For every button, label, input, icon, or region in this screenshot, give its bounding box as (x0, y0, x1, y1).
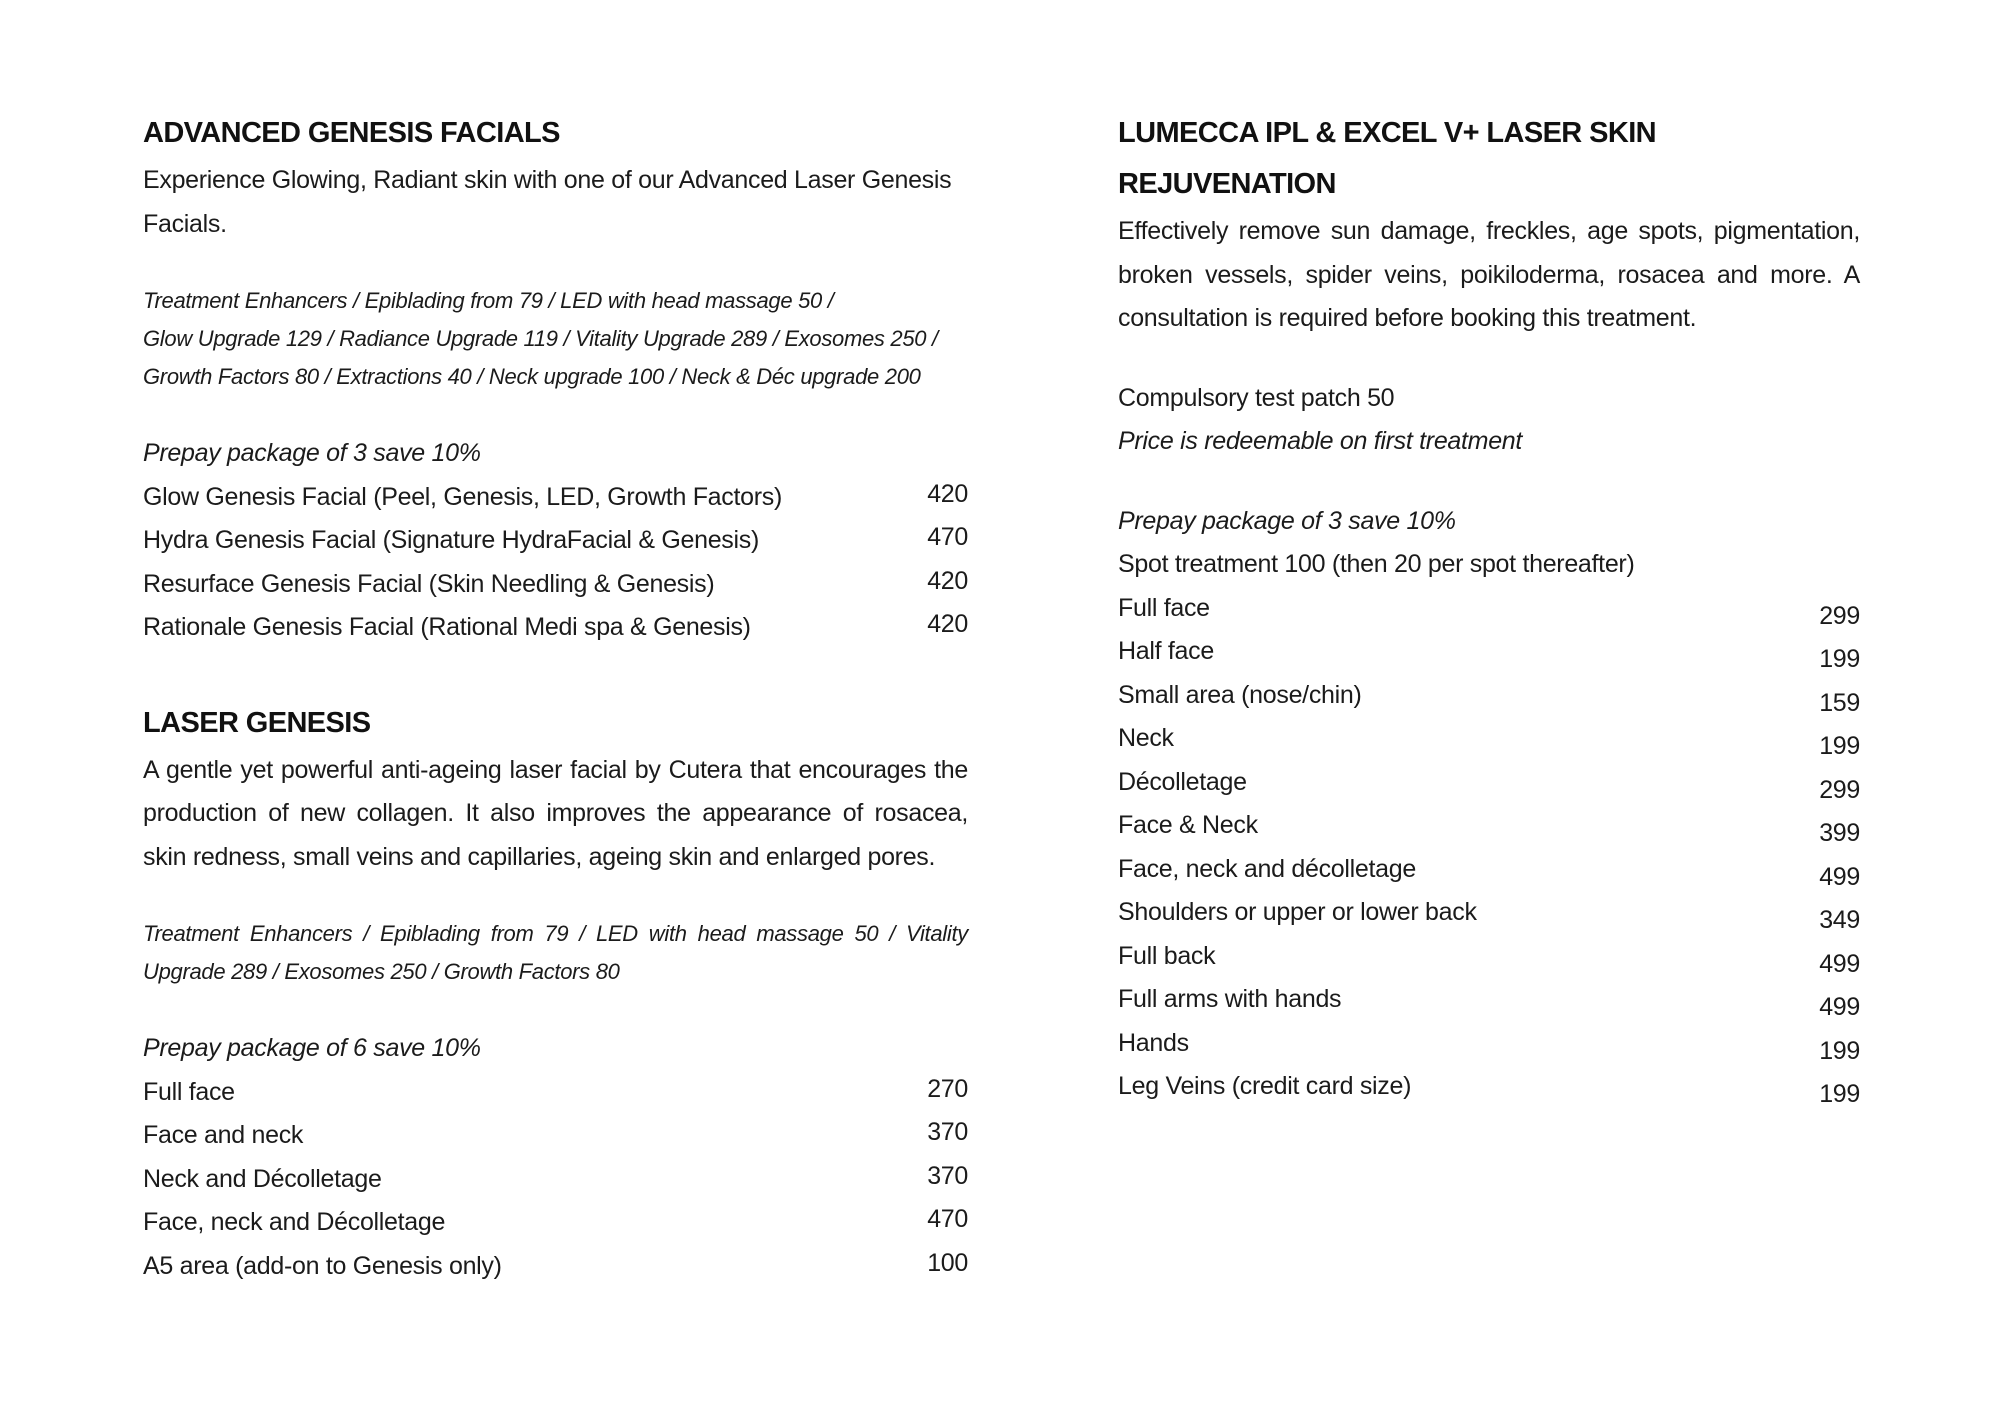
price-row (1118, 587, 1860, 631)
item-price: 299 (1819, 601, 1860, 630)
price-row (143, 1245, 968, 1289)
redeemable-note: Price is redeemable on first treatment (1118, 427, 1523, 455)
item-name: Neck (1118, 724, 1174, 752)
item-name: Rationale Genesis Facial (Rational Medi spa & Genesis) (143, 613, 751, 641)
price-row (143, 476, 968, 520)
item-name: Face, neck and décolletage (1118, 854, 1416, 883)
item-price: 370 (927, 1161, 968, 1190)
item-name: Full back (1118, 941, 1216, 970)
test-patch-line: Compulsory test patch 50 (1118, 383, 1395, 412)
item-name: Full face (1118, 593, 1210, 622)
item-price: 420 (927, 610, 968, 638)
item-price: 100 (927, 1248, 968, 1277)
genesis-facials-enhancers-line: Glow Upgrade 129 / Radiance Upgrade 119 / Vitality Upgrade 289 / Exosomes 250 / (143, 326, 938, 351)
item-name: Full face (143, 1077, 235, 1106)
price-row (143, 606, 968, 650)
price-row (1118, 1022, 1860, 1066)
item-price: 349 (1819, 906, 1860, 934)
price-row (1118, 804, 1860, 848)
item-price: 399 (1819, 819, 1860, 847)
item-name: Full arms with hands (1118, 985, 1342, 1013)
price-row (143, 563, 968, 607)
genesis-facials-section (143, 108, 968, 650)
item-price: 499 (1819, 993, 1860, 1021)
genesis-facials-price-list (143, 476, 968, 650)
item-price: 159 (1819, 688, 1860, 717)
item-name: Leg Veins (credit card size) (1118, 1072, 1412, 1100)
laser-genesis-prepay: Prepay package of 6 save 10% (143, 1034, 481, 1062)
price-row (1118, 1065, 1860, 1109)
item-name: Hands (1118, 1028, 1189, 1057)
laser-genesis-enhancers: Treatment Enhancers / Epiblading from 79 / LED with head massage 50 / Vitality Upgrade 289 / Exosomes 250 / Growth Factors 80 (143, 921, 968, 984)
item-price: 199 (1819, 732, 1860, 760)
price-row (1118, 935, 1860, 979)
genesis-facials-enhancers-line: Treatment Enhancers / Epiblading from 79 / LED with head massage 50 / (143, 288, 834, 313)
ipl-laser-section (1118, 108, 1860, 1109)
right-column (1118, 108, 1860, 1109)
price-row (143, 1071, 968, 1115)
item-name: Face, neck and Décolletage (143, 1208, 446, 1236)
item-price: 470 (927, 1205, 968, 1233)
laser-genesis-intro: A gentle yet powerful anti-ageing laser facial by Cutera that encourages the production of new collagen. It also improves the appearance of rosacea, skin redness, small veins and capillaries, ageing skin and enlarged pores. (143, 755, 968, 871)
item-name: A5 area (add-on to Genesis only) (143, 1251, 502, 1280)
item-price: 420 (927, 479, 968, 508)
ipl-laser-heading-line1: LUMECCA IPL & EXCEL V+ LASER SKIN (1118, 117, 1656, 149)
item-price: 270 (927, 1074, 968, 1103)
item-price: 499 (1819, 949, 1860, 978)
item-name: Half face (1118, 637, 1214, 665)
left-column (143, 108, 968, 1288)
item-price: 420 (927, 566, 968, 595)
spot-treatment-line: Spot treatment 100 (then 20 per spot thereafter) (1118, 550, 1635, 578)
laser-genesis-section (143, 698, 968, 1289)
laser-genesis-price-list (143, 1071, 968, 1289)
price-row (143, 1158, 968, 1202)
laser-genesis-heading: LASER GENESIS (143, 706, 371, 739)
item-price: 199 (1819, 645, 1860, 673)
ipl-laser-heading-line2: REJUVENATION (1118, 168, 1336, 200)
price-row (1118, 891, 1860, 935)
item-name: Shoulders or upper or lower back (1118, 898, 1477, 926)
price-row (143, 519, 968, 563)
ipl-laser-intro: Effectively remove sun damage, freckles, age spots, pigmentation, broken vessels, spider veins, poikiloderma, rosacea and more. A consultation is required before booking this treatment. (1118, 217, 1860, 332)
price-row (1118, 978, 1860, 1022)
item-name: Face and neck (143, 1121, 304, 1149)
item-price: 199 (1819, 1036, 1860, 1065)
item-price: 370 (927, 1118, 968, 1146)
item-price: 499 (1819, 862, 1860, 891)
price-row (1118, 717, 1860, 761)
price-row (1118, 848, 1860, 892)
item-name: Face & Neck (1118, 811, 1258, 839)
item-name: Hydra Genesis Facial (Signature HydraFacial & Genesis) (143, 526, 759, 554)
item-name: Glow Genesis Facial (Peel, Genesis, LED, Growth Factors) (143, 482, 782, 511)
genesis-facials-intro: Experience Glowing, Radiant skin with one of our Advanced Laser Genesis Facials. (143, 166, 952, 238)
genesis-facials-heading: ADVANCED GENESIS FACIALS (143, 117, 560, 149)
price-row (1118, 761, 1860, 805)
ipl-laser-price-list (1118, 587, 1860, 1109)
item-price: 470 (927, 523, 968, 551)
item-name: Décolletage (1118, 767, 1247, 796)
genesis-facials-enhancers-line: Growth Factors 80 / Extractions 40 / Neck upgrade 100 / Neck & Déc upgrade 200 (143, 364, 921, 389)
item-name: Resurface Genesis Facial (Skin Needling & Genesis) (143, 569, 715, 598)
item-price: 199 (1819, 1080, 1860, 1108)
item-name: Small area (nose/chin) (1118, 680, 1362, 709)
genesis-facials-prepay: Prepay package of 3 save 10% (143, 439, 481, 467)
item-name: Neck and Décolletage (143, 1164, 382, 1193)
item-price: 299 (1819, 775, 1860, 804)
price-row (143, 1201, 968, 1245)
ipl-laser-prepay: Prepay package of 3 save 10% (1118, 506, 1456, 535)
price-row (143, 1114, 968, 1158)
price-row (1118, 630, 1860, 674)
price-row (1118, 674, 1860, 718)
